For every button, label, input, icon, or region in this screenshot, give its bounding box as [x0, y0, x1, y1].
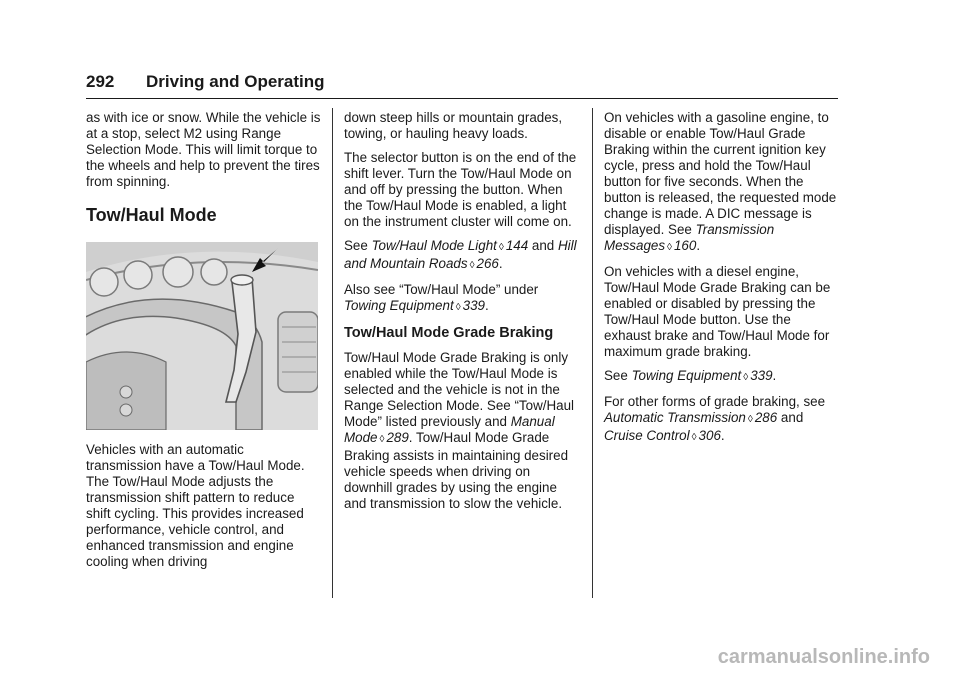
page-ref-arrow-icon: ◊ — [498, 242, 504, 253]
cross-reference-link[interactable]: Towing Equipment — [631, 368, 742, 383]
page-reference[interactable]: 339 — [750, 368, 773, 383]
paragraph — [604, 110, 840, 256]
page-header — [86, 70, 838, 100]
paragraph-text: and — [531, 238, 555, 253]
shift-lever-illustration — [86, 242, 318, 430]
page-reference[interactable]: 286 — [754, 410, 778, 425]
page-ref-arrow-icon: ◊ — [379, 434, 385, 445]
column-2 — [344, 110, 582, 520]
column-1 — [86, 110, 322, 578]
page-ref-arrow-icon: ◊ — [469, 260, 475, 271]
paragraph-text: See — [344, 238, 368, 253]
column-divider — [332, 108, 333, 598]
paragraph — [604, 368, 840, 386]
paragraph-text: . Tow/Haul Mode Grade Braking assists in maintaining desired vehicle speeds when driving on downhill grades by using the engine and transmission to slow the vehicle. — [344, 430, 569, 511]
page-ref-arrow-icon: ◊ — [455, 302, 461, 313]
punctuation: . — [498, 256, 503, 271]
page-reference[interactable]: 160 — [673, 238, 697, 253]
cross-reference-link[interactable]: Manual Mode — [344, 414, 555, 445]
section-heading: Tow/Haul Mode — [86, 205, 217, 225]
cross-reference-link[interactable]: Hill and Mountain Roads — [344, 238, 577, 271]
punctuation: . — [772, 368, 777, 383]
page-reference[interactable]: 339 — [462, 298, 485, 313]
punctuation: . — [720, 428, 725, 443]
paragraph — [344, 282, 582, 316]
paragraph — [344, 350, 582, 512]
page-ref-arrow-icon: ◊ — [691, 432, 697, 443]
page-ref-arrow-icon: ◊ — [667, 242, 672, 253]
paragraph-text: Also see “Tow/Haul Mode” under — [344, 282, 539, 297]
subsection-heading: Tow/Haul Mode Grade Braking — [344, 325, 554, 341]
paragraph: as with ice or snow. While the vehicle is at a stop, select M2 using Range Selection Mode. This will limit torque to the wheels and help to prevent the tires from spinning. — [86, 110, 321, 189]
punctuation: . — [696, 238, 701, 253]
page-ref-arrow-icon: ◊ — [743, 372, 749, 383]
paragraph: On vehicles with a diesel engine, Tow/Haul Mode Grade Braking can be enabled or disabled by pressing the Tow/Haul Mode button. Use the exhaust brake and Tow/Haul Mode for maximum grade braking. — [604, 264, 831, 359]
cross-reference-link[interactable]: Towing Equipment — [344, 298, 454, 313]
column-divider — [592, 108, 593, 598]
paragraph — [344, 238, 582, 274]
page-reference[interactable]: 289 — [386, 430, 409, 445]
paragraph — [604, 394, 840, 446]
header-rule — [86, 98, 838, 99]
watermark: carmanualsonline.info — [717, 646, 930, 668]
paragraph-text: See — [604, 368, 628, 383]
column-3 — [604, 110, 840, 454]
section-title: Driving and Operating — [146, 72, 325, 91]
cross-reference-link[interactable]: Automatic Transmission — [604, 410, 746, 425]
shift-lever-figure — [86, 242, 318, 430]
page-reference[interactable]: 306 — [698, 428, 721, 443]
paragraph: down steep hills or mountain grades, towing, or hauling heavy loads. — [344, 110, 563, 141]
page-reference[interactable]: 144 — [505, 238, 529, 253]
paragraph-text: On vehicles with a gasoline engine, to disable or enable Tow/Haul Grade Braking within the current ignition key cycle, press and hold the Tow/Haul button for five seconds. When the button is released, the requested mode change is made. A DIC message is displayed. See — [604, 110, 837, 237]
paragraph-text: Tow/Haul Mode Grade Braking is only enabled while the Tow/Haul Mode is selected and the vehicle is not in the Range Selection Mode. See “Tow/Haul Mode” listed previously and — [344, 350, 575, 429]
cross-reference-link[interactable]: Cruise Control — [604, 428, 690, 443]
cross-reference-link[interactable]: Transmission Messages — [604, 222, 775, 253]
paragraph: The selector button is on the end of the shift lever. Turn the Tow/Haul Mode on and off by pressing the button. When the Tow/Haul Mode is enabled, a light on the instrument cluster will come on. — [344, 150, 577, 229]
page-number: 292 — [86, 72, 115, 91]
page-reference[interactable]: 266 — [476, 256, 499, 271]
paragraph-text: For other forms of grade braking, see — [604, 394, 826, 409]
punctuation: . — [484, 298, 489, 313]
page-ref-arrow-icon: ◊ — [747, 414, 753, 425]
cross-reference-link[interactable]: Tow/Haul Mode Light — [371, 238, 497, 253]
paragraph-text: and — [780, 410, 804, 425]
paragraph: Vehicles with an automatic transmission have a Tow/Haul Mode. The Tow/Haul Mode adjusts the transmission shift pattern to reduce shift cycling. This provides increased performance, vehicle control, and enhanced transmission and engine cooling when driving — [86, 442, 305, 569]
